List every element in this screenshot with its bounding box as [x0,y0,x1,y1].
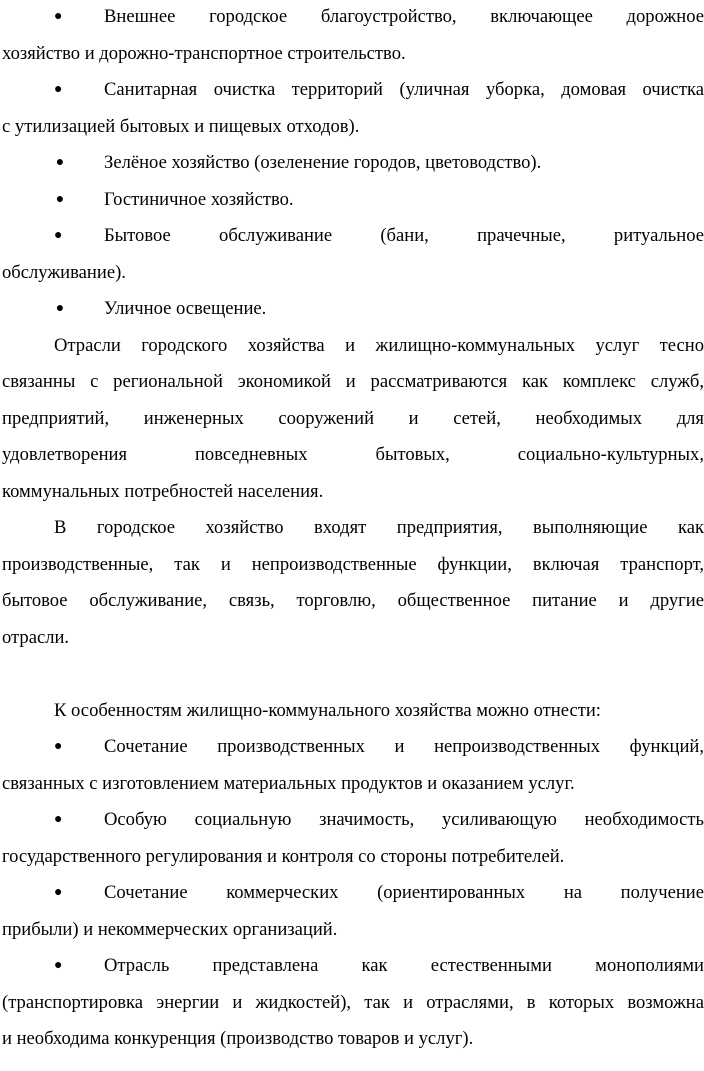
paragraph-line: коммунальных потребностей населения. [2,480,324,502]
text-line: государственного регулирования и контроля со стороны потребителей. [2,845,565,867]
text-line: Бытовое обслуживание (бани, прачечные, ритуальное [104,225,704,246]
text-line: (транспортировка энергии и жидкостей), так и отраслями, в которых возможна [2,991,704,1013]
bullet-icon: ● [54,739,63,754]
text-line: Уличное освещение. [104,298,267,319]
paragraph-line: Отрасли городского хозяйства и жилищно-коммунальных услуг тесно [54,334,704,356]
bullet-item-hotel [2,182,704,219]
paragraph-line: В городское хозяйство входят предприятия, выполняющие как [54,517,704,538]
text-line: Особую социальную значимость, усиливающую необходимость [104,809,704,830]
bullet-item-sanitation [2,72,704,109]
text-line: и необходима конкуренция (производство товаров и услуг). [2,1028,474,1049]
text-line: с утилизацией бытовых и пищевых отходов). [2,115,360,137]
bullet-icon: ● [54,812,63,827]
paragraph-line: отрасли. [2,626,70,648]
paragraph-line: К особенностям жилищно-коммунального хозяйства можно отнести: [54,699,601,721]
bullet-item-green [2,145,704,182]
text-line: Сочетание производственных и непроизводственных функций, [104,736,704,757]
bullet-item-combined-functions [2,729,704,766]
bullet-icon: ● [54,228,63,243]
bullet-icon: ● [55,155,65,170]
text-line: обслуживание). [2,261,126,283]
text-line: Гостиничное хозяйство. [104,188,294,210]
text-line: Санитарная очистка территорий (уличная уборка, домовая очистка [104,79,704,100]
bullet-icon: ● [54,885,63,900]
text-line: Отрасль представлена как естественными монополиями [104,955,704,976]
paragraph-line: предприятий, инженерных сооружений и сетей, необходимых для [2,407,704,429]
section-heading [2,656,704,693]
paragraph-line: удовлетворения повседневных бытовых, социально-культурных, [2,444,704,465]
bullet-item-street-lighting [2,291,704,328]
text-line: прибыли) и некоммерческих организаций. [2,918,338,940]
bullet-item-road-infrastructure [2,0,704,36]
bullet-icon: ● [54,9,63,24]
paragraph-line: производственные, так и непроизводственные функции, включая транспорт, [2,553,704,575]
bullet-icon: ● [54,958,63,973]
paragraph-line: бытовое обслуживание, связь, торговлю, общественное питание и другие [2,590,704,611]
text-line: Зелёное хозяйство (озеленение городов, цветоводство). [104,152,542,173]
text-line: связанных с изготовлением материальных продуктов и оказанием услуг. [2,772,575,794]
bullet-item-commercial-mix [2,875,704,912]
bullet-item-consumer-services [2,218,704,255]
bullet-icon: ● [54,82,63,97]
bullet-item-monopolies [2,948,704,985]
bullet-icon: ● [55,191,65,207]
paragraph-line: связанны с региональной экономикой и рассматриваются как комплекс служб, [2,371,704,392]
text-line: Внешнее городское благоустройство, включающее дорожное [104,6,704,27]
text-line: хозяйство и дорожно-транспортное строительство. [2,42,406,64]
bullet-icon: ● [55,301,65,316]
text-line: Сочетание коммерческих (ориентированных на получение [104,882,704,903]
bullet-item-social-significance [2,802,704,839]
